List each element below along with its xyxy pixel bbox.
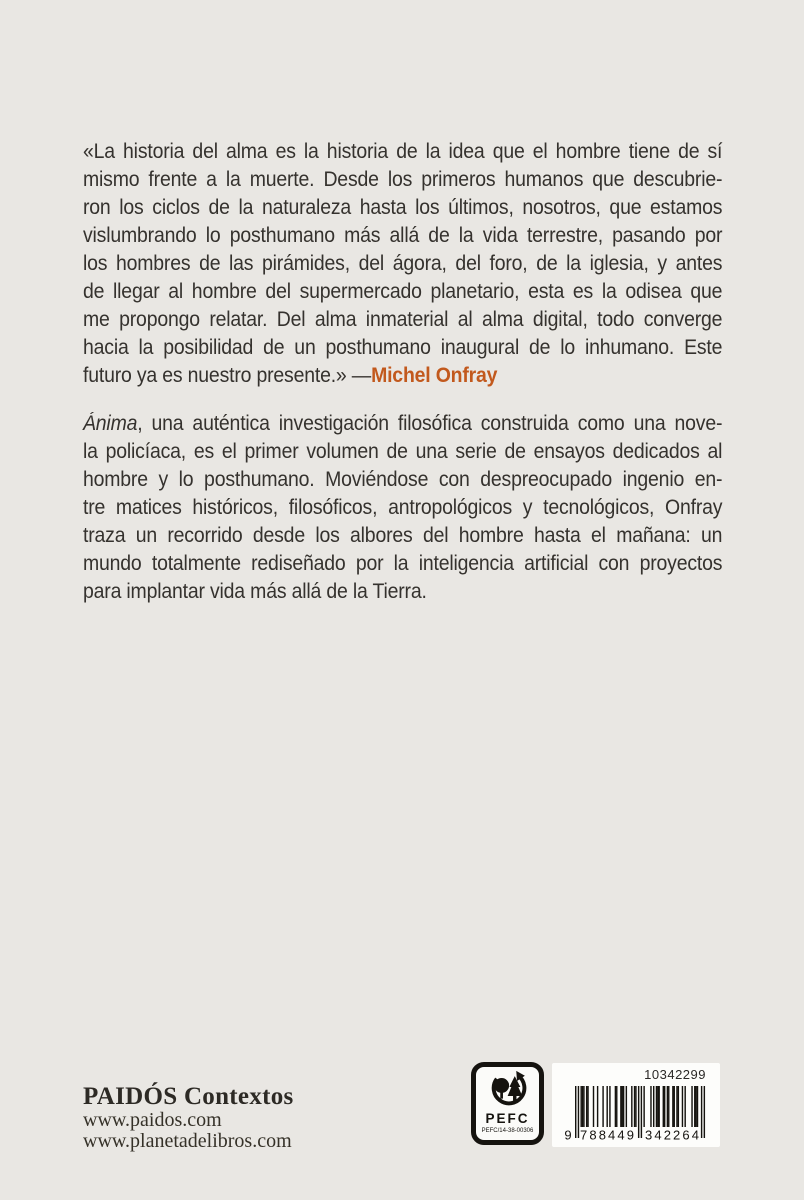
paidos-url: www.paidos.com — [83, 1109, 222, 1131]
imprint-name: PAIDÓS Contextos — [83, 1083, 294, 1110]
svg-text:342264: 342264 — [645, 1127, 699, 1142]
quote-line: vislumbrando lo posthumano más allá de la vida terrestre, pasando por — [83, 224, 723, 247]
about-line: mundo totalmente rediseñado por la inteligencia artificial con proyectos — [83, 552, 723, 575]
quote-line: «La historia del alma es la historia de la idea que el hombre tiene de sí — [83, 140, 723, 163]
quote-line: mismo frente a la muerte. Desde los primeros humanos que descubrie- — [83, 168, 723, 191]
about-line: tre matices históricos, filosóficos, antropológicos y tecnológicos, Onfray — [83, 496, 723, 519]
about-last-line: para implantar vida más allá de la Tierra. — [83, 580, 427, 603]
pefc-badge — [471, 1062, 544, 1145]
pefc-cert-code: PEFC/14-38-00306 — [481, 1127, 534, 1134]
about-first-line-text: , una auténtica investigación filosófica construida como una nove- — [137, 412, 723, 435]
quote-paragraph — [83, 138, 722, 390]
quote-last-line-text: futuro ya es nuestro presente.» — — [83, 364, 372, 387]
about-paragraph — [83, 410, 722, 606]
quote-line: los hombres de las pirámides, del ágora, del foro, de la iglesia, y antes — [83, 252, 723, 275]
about-line: la policíaca, es el primer volumen de una serie de ensayos dedicados al — [83, 440, 723, 463]
quote-line: me propongo relatar. Del alma inmaterial al alma digital, todo converge — [83, 308, 723, 331]
quote-line: hacia la posibilidad de un posthumano inaugural de lo inhumano. Este — [83, 336, 723, 359]
svg-text:788449: 788449 — [580, 1127, 634, 1142]
book-title-italic: Ánima — [83, 412, 138, 435]
barcode-panel — [552, 1063, 720, 1147]
pefc-trees-icon — [485, 1069, 531, 1111]
quote-line: ron los ciclos de la naturaleza hasta los últimos, nosotros, que estamos — [83, 196, 723, 219]
ean-barcode — [560, 1086, 710, 1142]
pefc-label: PEFC — [485, 1111, 530, 1126]
quote-line: de llegar al hombre del supermercado planetario, esta es la odisea que — [83, 280, 723, 303]
barcode-product-number: 10342299 — [644, 1067, 706, 1082]
about-line: hombre y lo posthumano. Moviéndose con despreocupado ingenio en- — [83, 468, 723, 491]
about-line: traza un recorrido desde los albores del hombre hasta el mañana: un — [83, 524, 723, 547]
about-first-line — [83, 410, 722, 438]
quote-last-line — [83, 362, 722, 390]
planetadelibros-url: www.planetadelibros.com — [83, 1130, 292, 1152]
author-name: Michel Onfray — [371, 364, 498, 387]
svg-text:9: 9 — [564, 1127, 572, 1142]
